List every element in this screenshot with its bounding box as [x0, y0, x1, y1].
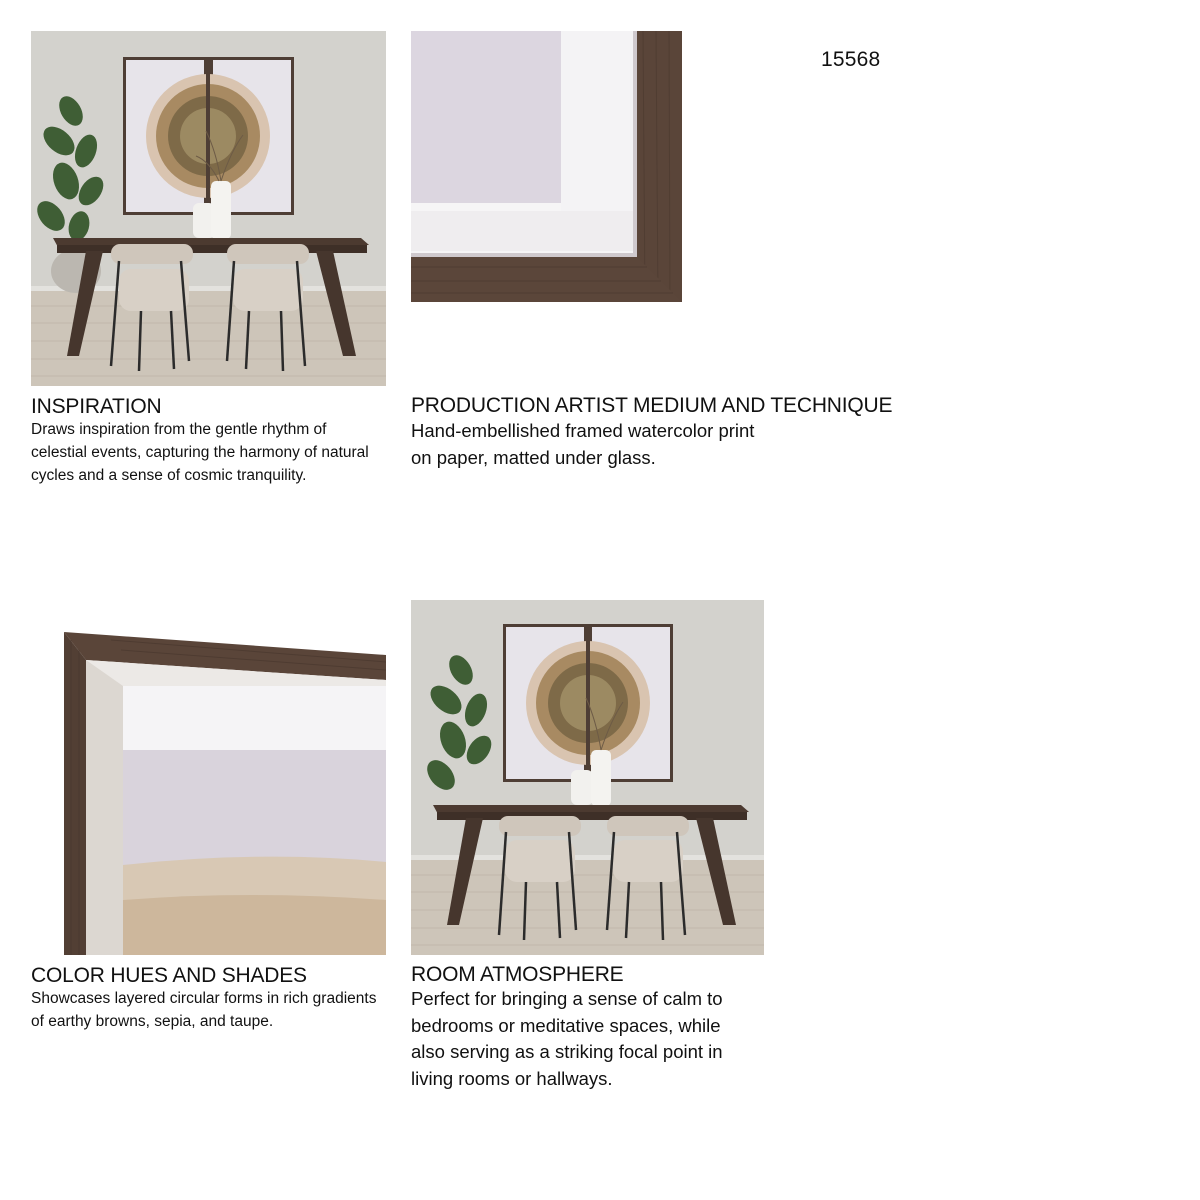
medium-technique-heading: PRODUCTION ARTIST MEDIUM AND TECHNIQUE — [411, 394, 893, 417]
room-scene-image — [31, 31, 386, 386]
inspiration-heading: INSPIRATION — [31, 395, 162, 418]
color-hues-heading: COLOR HUES AND SHADES — [31, 964, 307, 987]
inspiration-body: Draws inspiration from the gentle rhythm of celestial events, capturing the harmony of natural cycles and a sense of cosmic tranquility. — [31, 421, 369, 484]
product-sku: 15568 — [821, 48, 881, 71]
room-atmosphere-heading: ROOM ATMOSPHERE — [411, 963, 624, 986]
room-atmosphere-body: Perfect for bringing a sense of calm to bedrooms or meditative spaces, while also serving as a striking focal point in living rooms or hallways. — [411, 988, 723, 1089]
room-atmosphere-image — [411, 600, 764, 955]
medium-technique-body: Hand-embellished framed watercolor print on paper, matted under glass. — [411, 420, 755, 468]
frame-angle-detail-image — [31, 600, 386, 955]
frame-corner-detail-image — [411, 31, 682, 302]
color-hues-body: Showcases layered circular forms in rich gradients of earthy browns, sepia, and taupe. — [31, 990, 377, 1030]
